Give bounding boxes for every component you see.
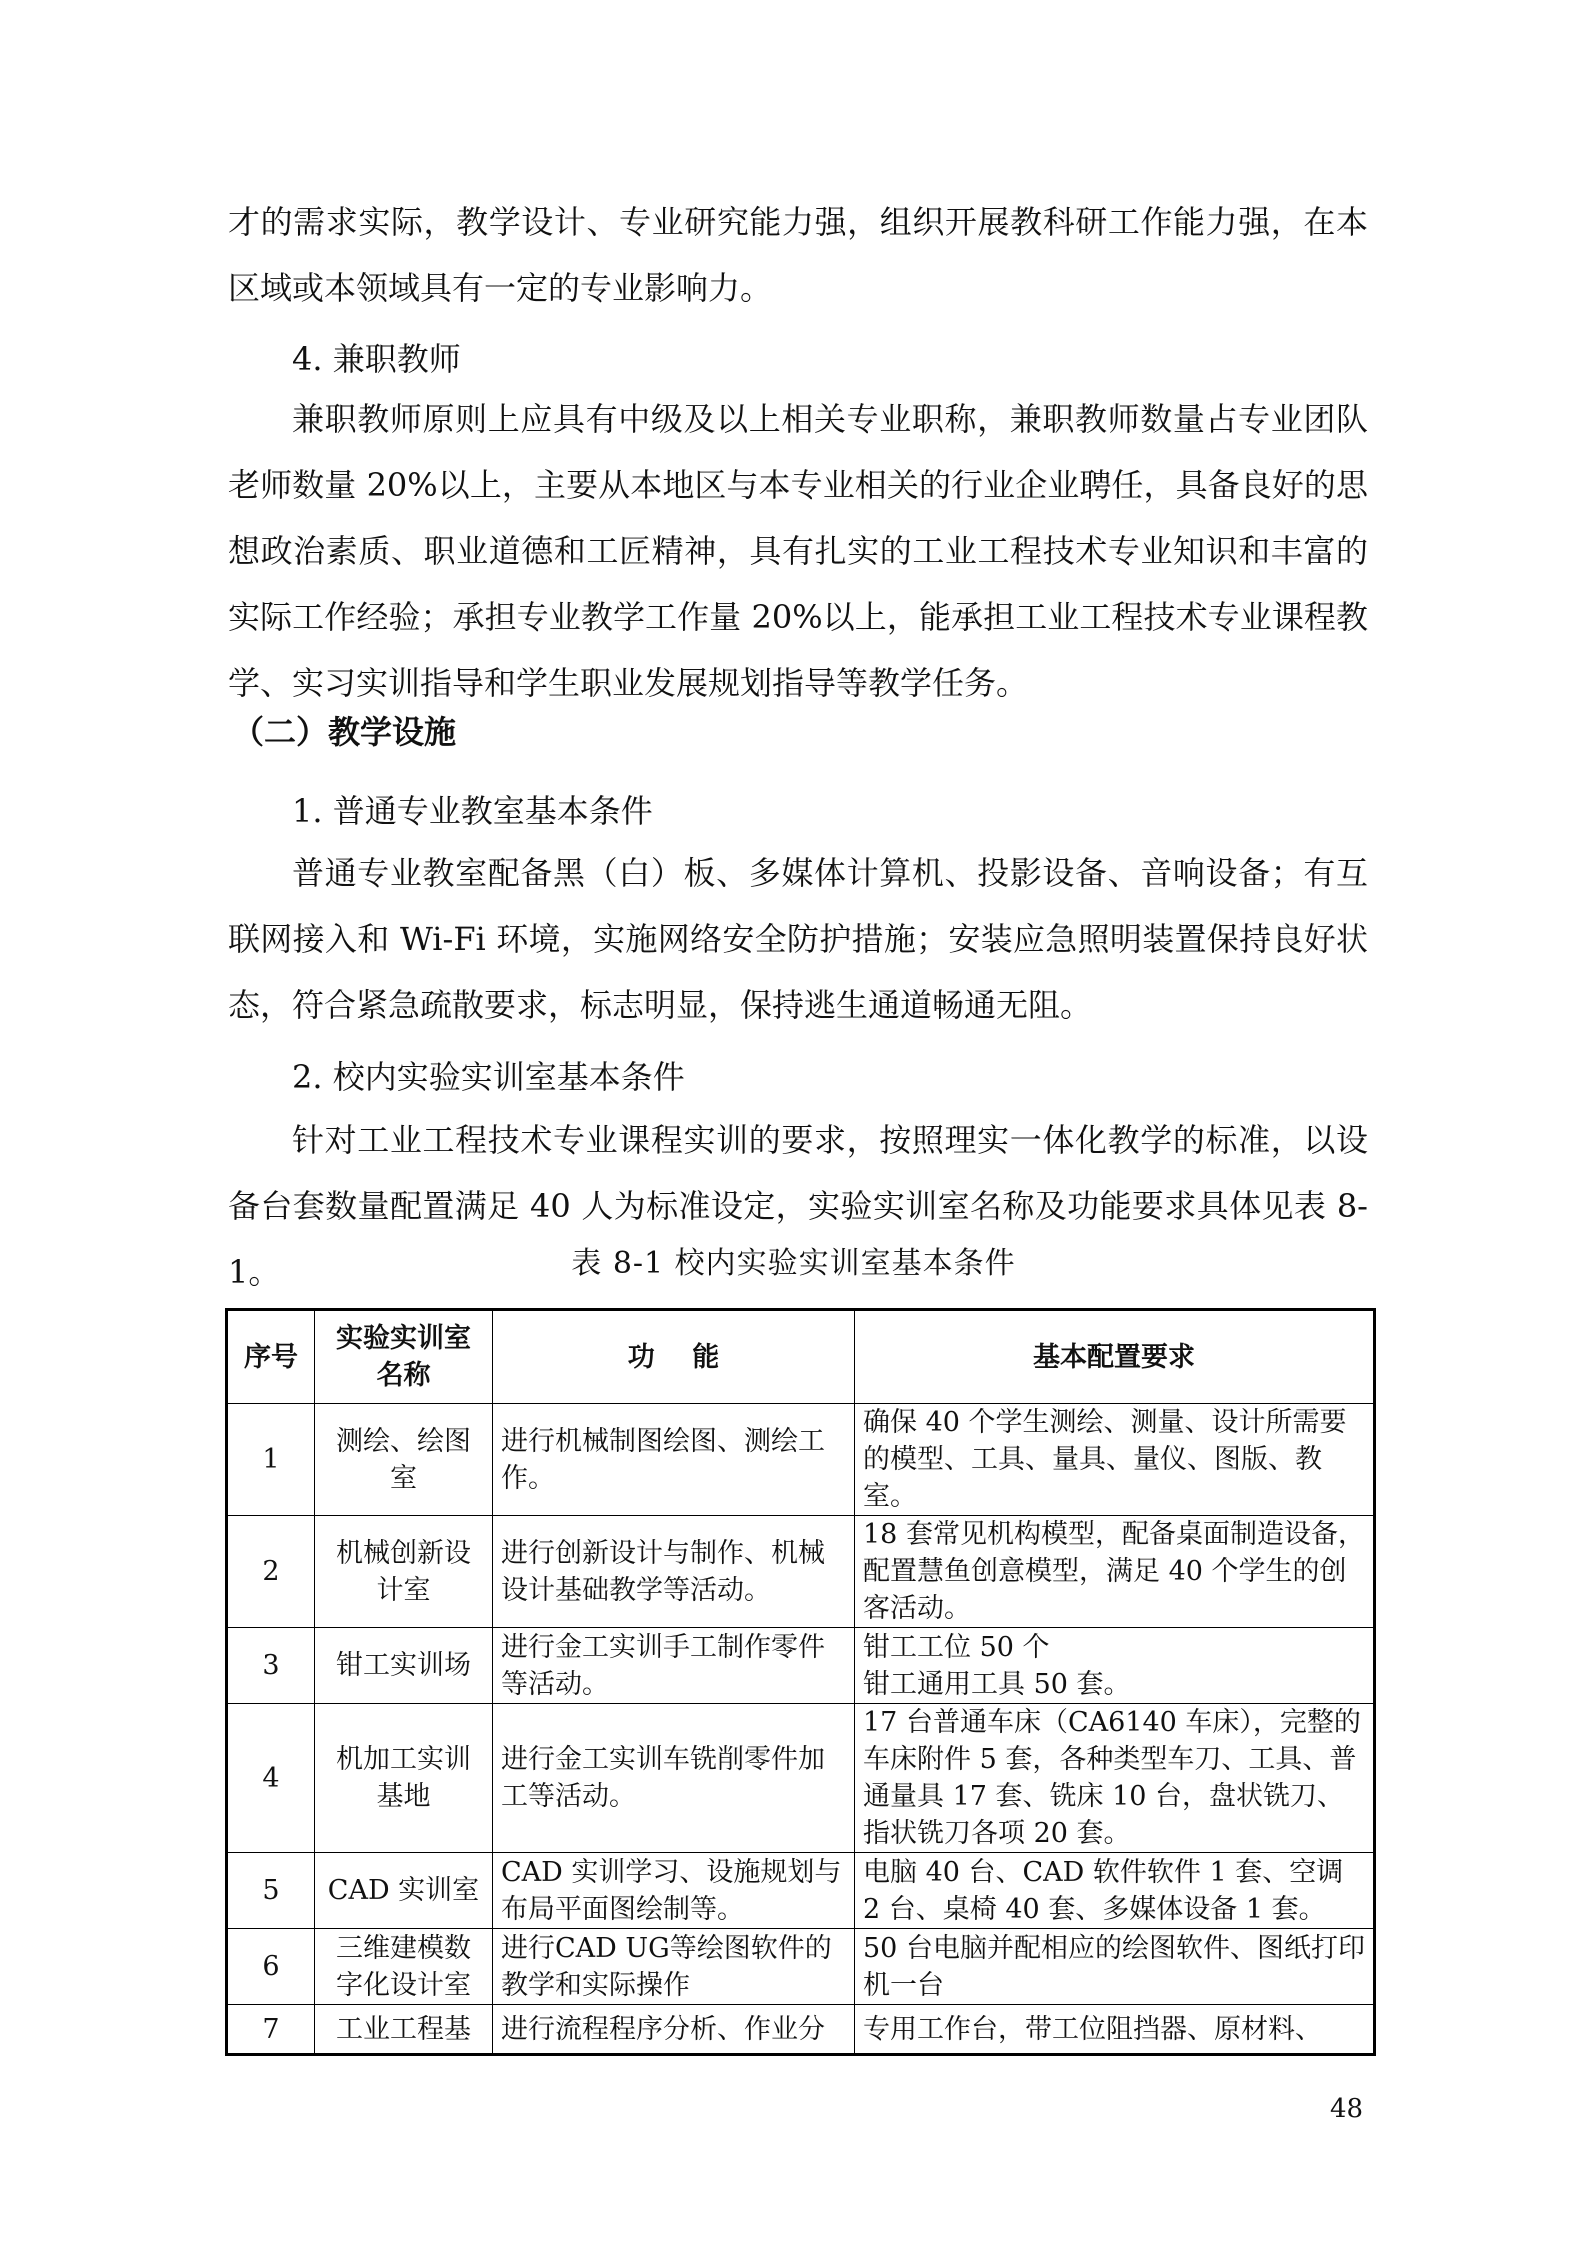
cell-no: 3: [227, 1628, 315, 1704]
table-row: [227, 1404, 1375, 1516]
cell-no: 5: [227, 1853, 315, 1929]
table-row: [227, 1628, 1375, 1704]
paragraph-continuation: 才的需求实际，教学设计、专业研究能力强，组织开展教科研工作能力强，在本区域或本领域具有一定的专业影响力。: [228, 203, 1368, 307]
paragraph-lab: 针对工业工程技术专业课程实训的要求，按照理实一体化教学的标准，以设备台套数量配置满足 40 人为标准设定，实验实训室名称及功能要求具体见表 8-1。: [228, 1121, 1368, 1291]
cell-no: 1: [227, 1404, 315, 1516]
cell-name: 测绘、绘图室: [315, 1404, 493, 1516]
heading-classroom: 1. 普通专业教室基本条件: [292, 792, 653, 830]
cell-no: 6: [227, 1929, 315, 2005]
cell-config: 17 台普通车床（CA6140 车床），完整的车床附件 5 套，各种类型车刀、工具、普通量具 17 套、铣床 10 台，盘状铣刀、指状铣刀各项 20 套。: [855, 1704, 1375, 1853]
cell-config: 确保 40 个学生测绘、测量、设计所需要的模型、工具、量具、量仪、图版、教室。: [855, 1404, 1375, 1516]
cell-name: 工业工程基: [315, 2005, 493, 2055]
cell-config: 50 台电脑并配相应的绘图软件、图纸打印机一台: [855, 1929, 1375, 2005]
cell-no: 4: [227, 1704, 315, 1853]
table-row: [227, 2005, 1375, 2055]
cell-name: 机械创新设计室: [315, 1516, 493, 1628]
table-row: [227, 1516, 1375, 1628]
cell-config: 专用工作台，带工位阻挡器、原材料、: [855, 2005, 1375, 2055]
table-header-row: [227, 1310, 1375, 1404]
header-config: 基本配置要求: [855, 1310, 1375, 1404]
cell-config: 钳工工位 50 个 钳工通用工具 50 套。: [855, 1628, 1375, 1704]
cell-function: 进行金工实训手工制作零件等活动。: [493, 1628, 855, 1704]
heading-lab: 2. 校内实验实训室基本条件: [292, 1058, 685, 1096]
cell-config: 电脑 40 台、CAD 软件软件 1 套、空调 2 台、桌椅 40 套、多媒体设备 1 套。: [855, 1853, 1375, 1929]
section-heading-facilities: （二）教学设施: [232, 713, 457, 751]
header-no: 序号: [227, 1310, 315, 1404]
cell-name: CAD 实训室: [315, 1853, 493, 1929]
table-row: [227, 1929, 1375, 2005]
page-number: 48: [1330, 2094, 1364, 2124]
paragraph-classroom: 普通专业教室配备黑（白）板、多媒体计算机、投影设备、音响设备；有互联网接入和 Wi-Fi 环境，实施网络安全防护措施；安装应急照明装置保持良好状态，符合紧急疏散要求，标志明显，保持逃生通道畅通无阻。: [228, 854, 1368, 1024]
header-function: 功 能: [493, 1310, 855, 1404]
cell-function: 进行创新设计与制作、机械设计基础教学等活动。: [493, 1516, 855, 1628]
cell-function: 进行CAD UG等绘图软件的教学和实际操作: [493, 1929, 855, 2005]
cell-no: 7: [227, 2005, 315, 2055]
table-row: [227, 1853, 1375, 1929]
heading-part-time-teachers: 4. 兼职教师: [292, 340, 461, 378]
lab-conditions-table: [225, 1308, 1376, 2056]
cell-function: 进行机械制图绘图、测绘工作。: [493, 1404, 855, 1516]
cell-function: CAD 实训学习、设施规划与布局平面图绘制等。: [493, 1853, 855, 1929]
cell-name: 钳工实训场: [315, 1628, 493, 1704]
cell-name: 机加工实训基地: [315, 1704, 493, 1853]
cell-name: 三维建模数字化设计室: [315, 1929, 493, 2005]
cell-config: 18 套常见机构模型，配备桌面制造设备，配置慧鱼创意模型，满足 40 个学生的创客活动。: [855, 1516, 1375, 1628]
cell-function: 进行金工实训车铣削零件加工等活动。: [493, 1704, 855, 1853]
table-row: [227, 1704, 1375, 1853]
table-caption: 表 8-1 校内实验实训室基本条件: [571, 1246, 1016, 1281]
header-name: 实验实训室名称: [315, 1310, 493, 1404]
cell-function: 进行流程程序分析、作业分: [493, 2005, 855, 2055]
cell-no: 2: [227, 1516, 315, 1628]
paragraph-part-time-teachers: 兼职教师原则上应具有中级及以上相关专业职称，兼职教师数量占专业团队老师数量 20%以上，主要从本地区与本专业相关的行业企业聘任，具备良好的思想政治素质、职业道德和工匠精神，具有扎实的工业工程技术专业知识和丰富的实际工作经验；承担专业教学工作量 20%以上，能承担工业工程技术专业课程教学、实习实训指导和学生职业发展规划指导等教学任务。: [228, 400, 1368, 702]
